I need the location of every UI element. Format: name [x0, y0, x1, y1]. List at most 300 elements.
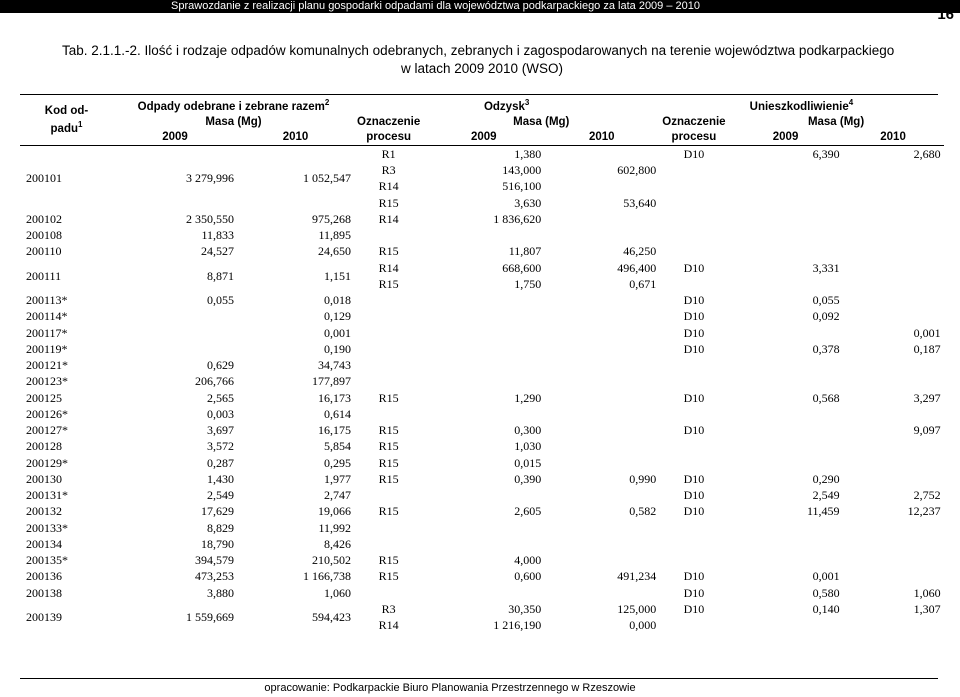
cell-unieszk-2009: 0,055	[812, 293, 840, 308]
header-odpady-sup: 2	[324, 98, 330, 107]
cell-razem-2010: 24,650	[318, 244, 351, 259]
table-row	[20, 373, 944, 389]
cell-unieszk-proces	[659, 195, 728, 211]
cell-odzysk-2010	[544, 145, 659, 162]
cell-kod: 200101	[26, 171, 62, 186]
table-header	[20, 95, 944, 145]
cell-odzysk-2009: 1,030	[514, 439, 542, 454]
cell-unieszk-2010	[843, 438, 944, 454]
cell-unieszk-proces	[659, 536, 728, 552]
cell-odzysk-proces: R14	[378, 179, 399, 194]
cell-razem-2009: 2,549	[207, 488, 234, 503]
cell-razem-2010: 1 052,547	[303, 171, 351, 186]
waste-table	[20, 95, 944, 633]
cell-odzysk-proces	[354, 341, 423, 357]
cell-odzysk-proces	[354, 406, 423, 422]
cell-odzysk-2010: 602,800	[617, 163, 657, 178]
cell-odzysk-proces	[354, 227, 423, 243]
caption-line-2: w latach 2009 2010 (WSO)	[400, 61, 564, 76]
cell-odzysk-2010	[544, 325, 659, 341]
cell-odzysk-2009: 1,290	[514, 390, 542, 405]
header-kod-sup: 1	[78, 120, 83, 129]
cell-razem-2009: 394,579	[195, 553, 234, 568]
cell-unieszk-proces: D10	[683, 309, 705, 324]
cell-odzysk-proces: R15	[378, 439, 399, 454]
header-odzysk-2009: 2009	[470, 130, 497, 143]
cell-razem-2010: 0,018	[324, 293, 351, 308]
cell-unieszk-2009	[729, 195, 843, 211]
table-row	[20, 471, 944, 487]
cell-unieszk-proces: D10	[683, 601, 705, 616]
cell-unieszk-proces	[659, 243, 728, 259]
cell-unieszk-2009	[729, 325, 843, 341]
cell-unieszk-2010	[843, 520, 944, 536]
cell-unieszk-proces: D10	[683, 325, 705, 340]
cell-unieszk-2010: 2,752	[913, 488, 941, 503]
cell-razem-2009: 0,629	[207, 358, 234, 373]
cell-kod: 200133*	[26, 520, 68, 535]
cell-odzysk-proces: R3	[381, 163, 396, 178]
cell-unieszk-2010: 2,680	[913, 146, 941, 161]
cell-razem-2010: 8,426	[324, 536, 351, 551]
header-unieszk-2010: 2010	[880, 130, 906, 143]
cell-unieszk-2010: 12,237	[907, 504, 941, 519]
cell-odzysk-2009: 1 216,190	[493, 618, 542, 633]
table-row	[20, 260, 944, 276]
cell-odzysk-2009: 0,600	[514, 569, 542, 584]
cell-razem-2010: 0,001	[324, 325, 351, 340]
cell-razem-2009: 0,287	[207, 455, 234, 470]
cell-razem-2009: 11,833	[201, 228, 234, 243]
cell-razem-2009: 8,871	[207, 268, 234, 283]
header-unieszk-label: Unieszkodliwienie	[749, 100, 849, 113]
header-masa-odpady: Masa (Mg)	[205, 115, 262, 128]
cell-odzysk-proces	[354, 373, 423, 389]
header-odzysk-label: Odzysk	[483, 100, 525, 113]
table-row	[20, 520, 944, 536]
cell-odzysk-2009	[423, 406, 544, 422]
cell-unieszk-2009	[729, 227, 843, 243]
cell-odzysk-proces: R15	[378, 553, 399, 568]
cell-odzysk-2009: 1,380	[514, 146, 542, 161]
header-procesu-unieszk: procesu	[671, 130, 717, 143]
table-row	[20, 243, 944, 259]
footer-rule	[20, 678, 938, 679]
cell-odzysk-2010	[544, 406, 659, 422]
cell-kod: 200113*	[26, 293, 68, 308]
cell-unieszk-2010	[843, 357, 944, 373]
cell-unieszk-2009	[729, 276, 843, 292]
cell-odzysk-2009: 0,015	[514, 455, 542, 470]
cell-razem-2009: 18,790	[201, 536, 234, 551]
cell-razem-2010: 177,897	[312, 374, 351, 389]
cell-unieszk-2009: 11,459	[807, 504, 840, 519]
cell-unieszk-proces	[659, 357, 728, 373]
cell-unieszk-proces	[659, 455, 728, 471]
cell-razem-2010: 0,129	[324, 309, 351, 324]
cell-unieszk-proces: D10	[683, 341, 705, 356]
cell-unieszk-proces	[659, 162, 728, 178]
cell-odzysk-2009	[423, 325, 544, 341]
header-masa-odzysk: Masa (Mg)	[513, 115, 570, 128]
cell-unieszk-2009: 2,549	[812, 488, 840, 503]
cell-kod: 200136	[26, 569, 62, 584]
cell-razem-2009: 1,430	[207, 471, 234, 486]
cell-unieszk-proces	[659, 211, 728, 227]
table-row	[20, 211, 944, 227]
page-number: 16	[937, 6, 954, 23]
cell-odzysk-2009: 1 836,620	[493, 211, 542, 226]
cell-odzysk-2010	[544, 422, 659, 438]
cell-kod: 200129*	[26, 455, 68, 470]
cell-unieszk-proces: D10	[683, 488, 705, 503]
cell-unieszk-2009: 0,001	[812, 569, 840, 584]
cell-odzysk-proces: R15	[378, 276, 399, 291]
cell-unieszk-2010	[843, 536, 944, 552]
table-row	[20, 227, 944, 243]
cell-razem-2009	[113, 325, 237, 341]
cell-razem-2010: 1,151	[324, 268, 351, 283]
cell-odzysk-2010	[544, 552, 659, 568]
cell-unieszk-2010	[843, 260, 944, 276]
table-row	[20, 455, 944, 471]
cell-unieszk-2009	[729, 617, 843, 633]
cell-odzysk-2009: 4,000	[514, 553, 542, 568]
cell-odzysk-2009: 3,630	[514, 195, 542, 210]
cell-razem-2010: 1,060	[324, 585, 351, 600]
cell-razem-2010: 11,895	[318, 228, 351, 243]
header-odzysk-group	[354, 95, 659, 115]
cell-razem-2009: 3 279,996	[186, 171, 234, 186]
cell-odzysk-2010: 125,000	[617, 601, 657, 616]
cell-razem-2010: 16,175	[318, 423, 351, 438]
cell-kod: 200131*	[26, 488, 68, 503]
cell-odzysk-proces: R14	[378, 618, 399, 633]
cell-unieszk-2010: 9,097	[913, 423, 941, 438]
header-odpady-2010: 2010	[282, 130, 309, 143]
cell-unieszk-2010	[843, 455, 944, 471]
cell-unieszk-2009	[729, 438, 843, 454]
header-masa-unieszk: Masa (Mg)	[807, 115, 865, 128]
cell-razem-2010: 2,747	[324, 488, 351, 503]
cell-odzysk-2009: 11,807	[508, 244, 542, 259]
cell-unieszk-2010	[843, 227, 944, 243]
cell-unieszk-proces	[659, 520, 728, 536]
cell-razem-2010: 0,295	[324, 455, 351, 470]
cell-razem-2010: 34,743	[318, 358, 351, 373]
table-row	[20, 292, 944, 308]
cell-razem-2009: 0,003	[207, 406, 234, 421]
cell-odzysk-2010: 491,234	[617, 569, 657, 584]
cell-razem-2009: 2 350,550	[186, 211, 234, 226]
header-odzysk-sup: 3	[524, 98, 530, 107]
cell-odzysk-2009: 0,300	[514, 423, 542, 438]
cell-odzysk-proces	[354, 585, 423, 601]
cell-kod: 200132	[26, 504, 62, 519]
cell-odzysk-2010: 0,000	[629, 618, 657, 633]
cell-kod: 200135*	[26, 553, 68, 568]
cell-odzysk-2009	[423, 536, 544, 552]
table-row	[20, 503, 944, 519]
cell-odzysk-2009	[423, 487, 544, 503]
cell-unieszk-proces	[659, 438, 728, 454]
cell-kod: 200111	[26, 268, 62, 283]
table-body	[20, 145, 944, 633]
caption-line-1: Tab. 2.1.1.-2. Ilość i rodzaje odpadów komunalnych odebranych, zebranych i zagospodarowanych na terenie województwa podkarpackiego	[62, 43, 895, 58]
table-row	[20, 552, 944, 568]
cell-unieszk-2009	[729, 211, 843, 227]
table-row	[20, 487, 944, 503]
cell-odzysk-2010: 0,990	[629, 471, 657, 486]
cell-odzysk-proces: R14	[378, 260, 399, 275]
cell-unieszk-2010	[843, 568, 944, 584]
cell-razem-2010: 1 166,738	[303, 569, 351, 584]
cell-razem-2009: 3,572	[207, 439, 234, 454]
cell-unieszk-proces: D10	[683, 293, 705, 308]
cell-odzysk-2009: 1,750	[514, 276, 542, 291]
cell-unieszk-2010	[843, 617, 944, 633]
table-row	[20, 568, 944, 584]
cell-odzysk-2010	[544, 487, 659, 503]
cell-razem-2010: 5,854	[324, 439, 351, 454]
cell-odzysk-2009: 0,390	[514, 471, 542, 486]
cell-odzysk-proces: R15	[378, 569, 399, 584]
cell-kod: 200121*	[26, 358, 68, 373]
table-row	[20, 585, 944, 601]
cell-odzysk-proces: R15	[378, 390, 399, 405]
header-odpady-group	[113, 95, 354, 115]
cell-razem-2009: 8,829	[207, 520, 234, 535]
cell-odzysk-proces: R15	[378, 471, 399, 486]
cell-kod: 200126*	[26, 406, 68, 421]
table-row	[20, 357, 944, 373]
cell-unieszk-2010: 0,187	[913, 341, 941, 356]
cell-razem-2009	[113, 341, 237, 357]
cell-unieszk-2009	[729, 406, 843, 422]
cell-unieszk-2010	[843, 276, 944, 292]
cell-unieszk-2010	[843, 406, 944, 422]
header-kod-odpadu	[20, 95, 113, 145]
cell-odzysk-proces	[354, 292, 423, 308]
cell-unieszk-2010: 1,060	[913, 585, 941, 600]
cell-odzysk-2010	[544, 536, 659, 552]
header-kod-line1: Kod od-	[44, 105, 89, 117]
cell-unieszk-proces	[659, 373, 728, 389]
cell-razem-2009: 473,253	[195, 569, 234, 584]
cell-odzysk-proces	[354, 308, 423, 324]
cell-unieszk-proces	[659, 617, 728, 633]
cell-odzysk-2010: 46,250	[623, 244, 657, 259]
cell-razem-2010: 0,190	[324, 341, 351, 356]
table-row	[20, 422, 944, 438]
cell-razem-2009: 1 559,669	[186, 610, 234, 625]
cell-unieszk-proces: D10	[683, 423, 705, 438]
cell-odzysk-proces	[354, 487, 423, 503]
header-odzysk-2010: 2010	[588, 130, 615, 143]
cell-unieszk-2010	[843, 195, 944, 211]
table-row	[20, 308, 944, 324]
header-kod-line2: padu	[50, 122, 79, 135]
cell-unieszk-2009: 0,378	[812, 341, 840, 356]
cell-unieszk-2009: 0,580	[812, 585, 840, 600]
cell-unieszk-2009: 3,331	[812, 260, 840, 275]
cell-razem-2009: 0,055	[207, 293, 234, 308]
cell-odzysk-proces: R15	[378, 455, 399, 470]
cell-unieszk-2010: 0,001	[913, 325, 941, 340]
cell-unieszk-2009	[729, 422, 843, 438]
cell-unieszk-2010	[843, 373, 944, 389]
cell-kod: 200128	[26, 439, 62, 454]
cell-unieszk-2009	[729, 162, 843, 178]
cell-razem-2009: 3,880	[207, 585, 234, 600]
cell-unieszk-2009: 0,092	[812, 309, 840, 324]
header-oznaczenie-odzysk: Oznaczenie	[357, 115, 421, 128]
cell-razem-2010: 210,502	[312, 553, 351, 568]
cell-odzysk-2009: 516,100	[502, 179, 542, 194]
cell-odzysk-2009	[423, 292, 544, 308]
cell-odzysk-2010: 496,400	[617, 260, 657, 275]
cell-odzysk-2009	[423, 227, 544, 243]
cell-unieszk-proces	[659, 227, 728, 243]
cell-razem-2009: 17,629	[201, 504, 234, 519]
cell-odzysk-2009	[423, 357, 544, 373]
cell-razem-2009: 2,565	[207, 390, 234, 405]
cell-unieszk-2009	[729, 178, 843, 194]
cell-odzysk-2010	[544, 373, 659, 389]
cell-odzysk-2010	[544, 438, 659, 454]
header-procesu-odzysk: procesu	[366, 130, 412, 143]
cell-unieszk-proces: D10	[683, 569, 705, 584]
cell-unieszk-2009: 0,290	[812, 471, 840, 486]
cell-odzysk-2010	[544, 211, 659, 227]
cell-unieszk-2009	[729, 373, 843, 389]
cell-unieszk-2009	[729, 552, 843, 568]
cell-razem-2010: 1,977	[324, 471, 351, 486]
cell-kod: 200114*	[26, 309, 68, 324]
cell-odzysk-proces: R1	[381, 146, 396, 161]
cell-kod: 200123*	[26, 374, 68, 389]
cell-odzysk-2009	[423, 520, 544, 536]
cell-unieszk-2010	[843, 308, 944, 324]
cell-razem-2009: 3,697	[207, 423, 234, 438]
cell-unieszk-2009: 0,568	[812, 390, 840, 405]
cell-unieszk-proces	[659, 552, 728, 568]
cell-razem-2010: 16,173	[318, 390, 351, 405]
cell-unieszk-2010: 3,297	[913, 390, 941, 405]
cell-unieszk-proces: D10	[683, 260, 705, 275]
cell-kod: 200117*	[26, 325, 68, 340]
cell-unieszk-2009	[729, 520, 843, 536]
cell-razem-2009: 206,766	[195, 374, 234, 389]
cell-razem-2010: 19,066	[318, 504, 351, 519]
table-caption	[62, 42, 902, 78]
cell-kod: 200134	[26, 536, 62, 551]
cell-odzysk-2010	[544, 357, 659, 373]
cell-unieszk-2009: 6,390	[812, 146, 840, 161]
running-header	[0, 0, 960, 13]
cell-unieszk-2010	[843, 162, 944, 178]
cell-razem-2009	[113, 308, 237, 324]
cell-odzysk-2009: 30,350	[508, 601, 542, 616]
cell-odzysk-proces: R15	[378, 195, 399, 210]
cell-odzysk-proces	[354, 357, 423, 373]
footer-text: opracowanie: Podkarpackie Biuro Planowania Przestrzennego w Rzeszowie	[264, 682, 636, 694]
cell-kod: 200138	[26, 585, 62, 600]
cell-odzysk-2009	[423, 341, 544, 357]
table-row	[20, 601, 944, 617]
cell-kod: 200130	[26, 471, 62, 486]
cell-kod: 200139	[26, 610, 62, 625]
cell-odzysk-2010	[544, 227, 659, 243]
cell-odzysk-proces: R15	[378, 504, 399, 519]
cell-kod: 200125	[26, 390, 62, 405]
header-odpady-2009: 2009	[162, 130, 188, 143]
cell-unieszk-2009	[729, 455, 843, 471]
cell-odzysk-2010	[544, 308, 659, 324]
cell-odzysk-proces: R3	[381, 601, 396, 616]
cell-unieszk-proces: D10	[683, 504, 705, 519]
cell-odzysk-2009: 668,600	[502, 260, 542, 275]
cell-odzysk-2010	[544, 178, 659, 194]
cell-odzysk-proces	[354, 536, 423, 552]
cell-odzysk-2009	[423, 308, 544, 324]
cell-odzysk-2010	[544, 341, 659, 357]
cell-unieszk-proces: D10	[683, 146, 705, 161]
header-unieszk-sup: 4	[848, 98, 854, 107]
cell-odzysk-2010	[544, 455, 659, 471]
cell-odzysk-2009	[423, 585, 544, 601]
cell-unieszk-2010	[843, 292, 944, 308]
cell-odzysk-2010	[544, 292, 659, 308]
cell-unieszk-2009	[729, 243, 843, 259]
cell-odzysk-2010	[544, 390, 659, 406]
cell-odzysk-proces: R14	[378, 211, 399, 226]
cell-unieszk-2010	[843, 211, 944, 227]
cell-odzysk-2010	[544, 585, 659, 601]
page-footer	[0, 682, 960, 694]
table-row	[20, 390, 944, 406]
cell-odzysk-2009: 2,605	[514, 504, 542, 519]
header-oznaczenie-unieszk: Oznaczenie	[662, 115, 726, 128]
cell-unieszk-proces	[659, 406, 728, 422]
table-row	[20, 438, 944, 454]
cell-unieszk-2009: 0,140	[812, 601, 840, 616]
cell-odzysk-2009	[423, 373, 544, 389]
cell-odzysk-2010	[544, 520, 659, 536]
table-row	[20, 406, 944, 422]
table-row	[20, 145, 944, 162]
cell-odzysk-2010: 0,582	[629, 504, 657, 519]
cell-razem-2010: 11,992	[318, 520, 351, 535]
cell-razem-2010: 594,423	[312, 610, 351, 625]
table-row	[20, 536, 944, 552]
cell-unieszk-2010	[843, 552, 944, 568]
cell-kod: 200110	[26, 244, 62, 259]
cell-unieszk-2010	[843, 178, 944, 194]
cell-kod: 200119*	[26, 341, 68, 356]
header-unieszk-group	[659, 95, 943, 115]
table-row	[20, 341, 944, 357]
cell-unieszk-proces: D10	[683, 585, 705, 600]
cell-odzysk-proces: R15	[378, 244, 399, 259]
cell-unieszk-proces: D10	[683, 390, 705, 405]
cell-unieszk-2009	[729, 357, 843, 373]
cell-odzysk-2010: 53,640	[623, 195, 657, 210]
running-title: Sprawozdanie z realizacji planu gospodarki odpadami dla województwa podkarpackiego za lata 2009 – 2010	[171, 0, 700, 12]
cell-razem-2009: 24,527	[201, 244, 234, 259]
cell-odzysk-proces	[354, 325, 423, 341]
cell-kod: 200127*	[26, 423, 68, 438]
